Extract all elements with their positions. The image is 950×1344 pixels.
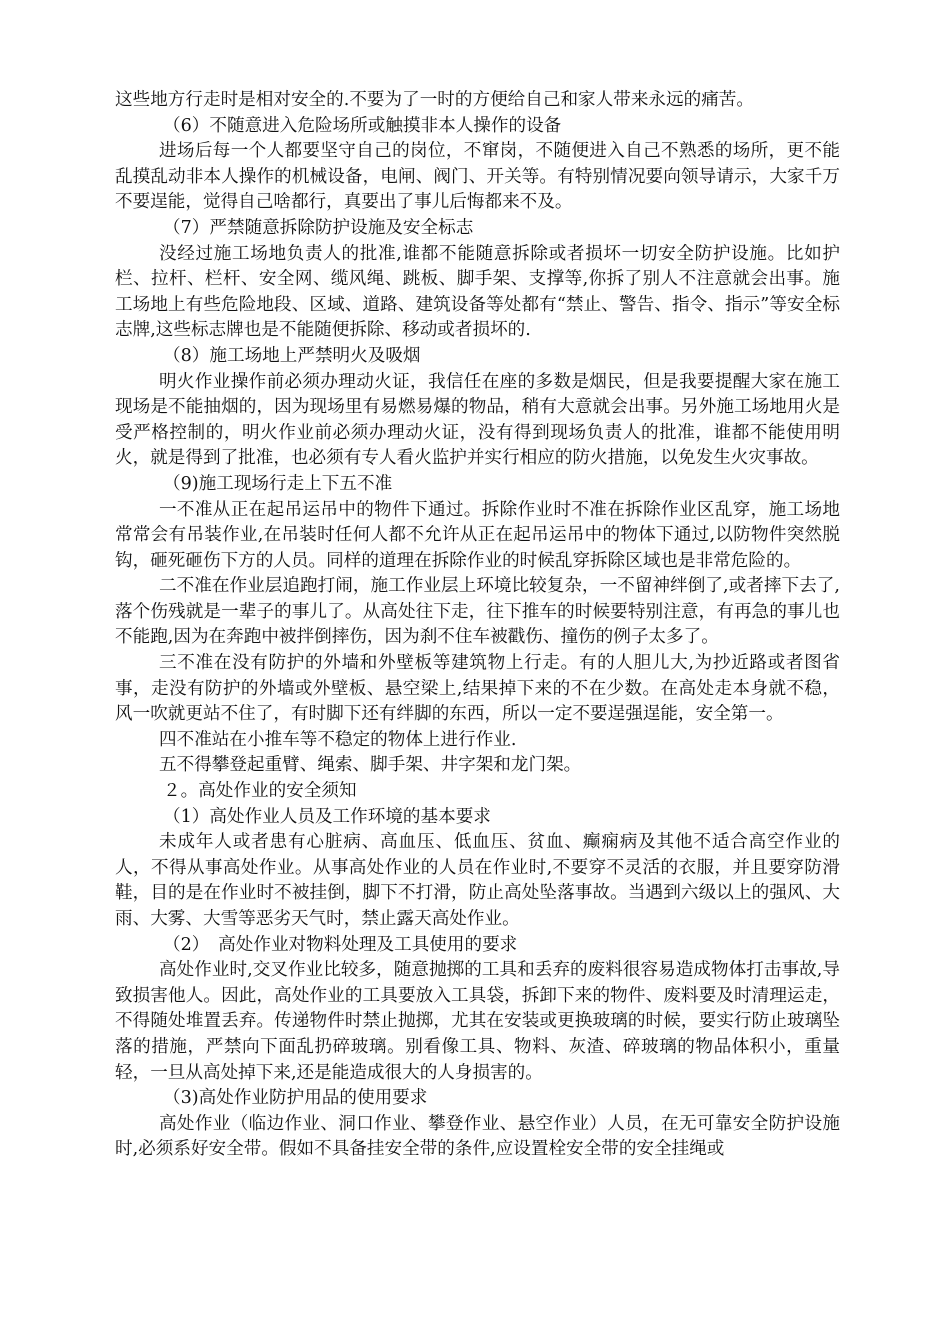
subsection-heading-1: （1）高处作业人员及工作环境的基本要求 [163, 806, 491, 827]
paragraph: 四不准站在小推车等不稳定的物体上进行作业. [159, 729, 517, 750]
paragraph: 五不得攀登起重臂、绳索、脚手架、井字架和龙门架。 [159, 755, 582, 776]
section-heading-2: ２。高处作业的安全须知 [163, 781, 357, 802]
paragraph: 未成年人或者患有心脏病、高血压、低血压、贫血、癫痫病及其他不适合高空作业的人，不得从事高处作业。从事高处作业的人员在作业时,不要穿不灵活的衣服，并且要穿防滑鞋，目的是在作业时不被挂倒，脚下不打滑，防止高处坠落事故。当遇到六级以上的强风、大雨、大雾、大雪等恶劣天气时，禁止露天高处作业。 [115, 832, 840, 929]
section-heading-8: （8）施工场地上严禁明火及吸烟 [163, 345, 421, 366]
subsection-heading-3: （3)高处作业防护用品的使用要求 [163, 1088, 428, 1109]
paragraph: 没经过施工场地负责人的批准,谁都不能随意拆除或者损坏一切安全防护设施。比如护栏、拉杆、栏杆、安全网、缆风绳、跳板、脚手架、支撑等,你拆了别人不注意就会出事。施工场地上有些危险地段、区域、道路、建筑设备等处都有“禁止、警告、指令、指示”等安全标志牌,这些标志牌也是不能随便拆除、移动或者损坏的. [115, 243, 840, 341]
paragraph-continuation: 这些地方行走时是相对安全的.不要为了一时的方便给自己和家人带来永远的痛苦。 [115, 90, 754, 110]
paragraph: 一不准从正在起吊运吊中的物件下通过。拆除作业时不准在拆除作业区乱穿，施工场地常常会有吊装作业,在吊装时任何人都不允许从正在起吊运吊中的物体下通过,以防物件突然脱钩，砸死砸伤下方的人员。同样的道理在拆除作业的时候乱穿拆除区域也是非常危险的。 [115, 499, 840, 571]
paragraph: 二不准在作业层追跑打闹，施工作业层上环境比较复杂，一不留神绊倒了,或者摔下去了,落个伤残就是一辈子的事儿了。从高处往下走，往下推车的时候要特别注意，有再急的事儿也不能跑,因为在奔跑中被拌倒摔伤，因为刹不住车被戳伤、撞伤的例子太多了。 [115, 576, 840, 648]
paragraph: 高处作业时,交叉作业比较多，随意抛掷的工具和丢弃的废料很容易造成物体打击事故,导致损害他人。因此，高处作业的工具要放入工具袋，拆卸下来的物件、废料要及时清理运走，不得随处堆置丢弃。传递物件时禁止抛掷，尤其在安装或更换玻璃的时候，要实行防止玻璃坠落的措施，严禁向下面乱扔碎玻璃。别看像工具、物料、灰渣、碎玻璃的物品体积小，重量轻，一旦从高处掉下来,还是能造成很大的人身损害的。 [115, 960, 840, 1083]
section-heading-6: （6）不随意进入危险场所或触摸非本人操作的设备 [163, 115, 562, 136]
paragraph: 高处作业（临边作业、洞口作业、攀登作业、悬空作业）人员，在无可靠安全防护设施时,必须系好安全带。假如不具备挂安全带的条件,应设置栓安全带的安全挂绳或 [115, 1113, 840, 1160]
section-heading-9: （9)施工现场行走上下五不准 [163, 473, 393, 494]
paragraph: 明火作业操作前必须办理动火证，我信任在座的多数是烟民，但是我要提醒大家在施工现场是不能抽烟的，因为现场里有易燃易爆的物品，稍有大意就会出事。另外施工场地用火是受严格控制的，明火作业前必须办理动火证，没有得到现场负责人的批准，谁都不能使用明火，就是得到了批准，也必须有专人看火监护并实行相应的防火措施，以免发生火灾事故。 [115, 371, 840, 469]
paragraph: 进场后每一个人都要坚守自己的岗位，不窜岗，不随便进入自己不熟悉的场所，更不能乱摸乱动非本人操作的机械设备，电闸、阀门、开关等。有特别情况要向领导请示，大家千万不要逞能，觉得自己啥都行，真要出了事儿后悔都来不及。 [115, 141, 840, 213]
document-page [115, 88, 840, 1163]
paragraph: 三不准在没有防护的外墙和外壁板等建筑物上行走。有的人胆儿大,为抄近路或者图省事，走没有防护的外墙或外壁板、悬空梁上,结果掉下来的不在少数。在高处走本身就不稳，风一吹就更站不住了，有时脚下还有绊脚的东西，所以一定不要逞强逞能，安全第一。 [115, 653, 840, 725]
subsection-heading-2: （2） 高处作业对物料处理及工具使用的要求 [163, 934, 518, 955]
section-heading-7: （7）严禁随意拆除防护设施及安全标志 [163, 217, 474, 238]
